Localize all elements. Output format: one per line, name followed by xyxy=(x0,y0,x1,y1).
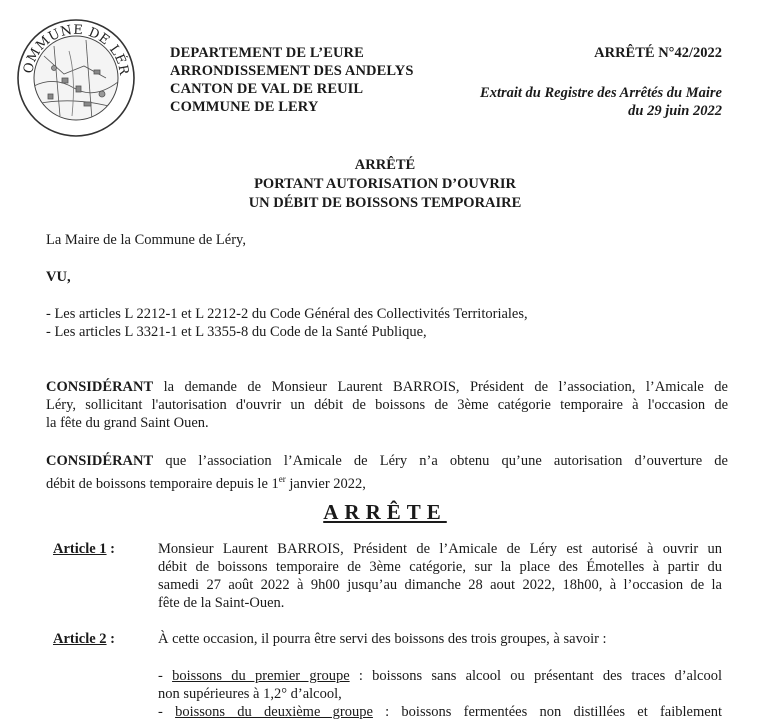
vu-item: - Les articles L 2212-1 et L 2212-2 du Code Général des Collectivités Territoriales, xyxy=(46,306,528,322)
vu-item: - Les articles L 3321-1 et L 3355-8 du Code de la Santé Publique, xyxy=(46,324,427,340)
title-line-2: PORTANT AUTORISATION D’OUVRIR xyxy=(254,176,516,192)
header-canton: CANTON DE VAL DE REUIL xyxy=(170,81,364,97)
group-term: boissons du deuxième groupe xyxy=(175,704,373,720)
document-title xyxy=(0,156,770,213)
header-commune: COMMUNE DE LERY xyxy=(170,99,319,115)
considerant-paragraph-1: CONSIDÉRANT la demande de Monsieur Laurent BARROIS, Président de l’association, l’Amicale de Léry, sollicitant l'autorisation d'ouvrir un débit de boissons de 3ème catégorie temporaire à l'occasion de la fête du grand Saint Ouen. xyxy=(46,379,728,431)
title-line-1: ARRÊTÉ xyxy=(354,157,416,173)
title-line-3: UN DÉBIT DE BOISSONS TEMPORAIRE xyxy=(248,195,522,211)
header-department: DEPARTEMENT DE L’EURE xyxy=(170,45,364,61)
group-term: boissons du premier groupe xyxy=(172,668,350,684)
register-extract xyxy=(440,84,722,120)
article-2-intro: À cette occasion, il pourra être servi des boissons des trois groupes, à savoir : xyxy=(158,631,607,647)
register-extract-date: du 29 juin 2022 xyxy=(628,103,722,119)
article-1-body: Monsieur Laurent BARROIS, Président de l’Amicale de Léry est autorisé à ouvrir un débit de boissons temporaire de 3ème catégorie, sur la place des Émotelles à partir du samedi 27 août 2022 à 9h00 jusqu’au dimanche 28 aout 2022, 18h00, à l’occasion de la fête de la Saint-Ouen. xyxy=(158,541,722,611)
header-arrondissement: ARRONDISSEMENT DES ANDELYS xyxy=(170,63,414,79)
considerant-keyword: CONSIDÉRANT xyxy=(46,379,154,395)
header-administrative-block xyxy=(170,44,414,116)
svg-text:COMMUNE DE LÉRY: OMMUNE DE LÉR xyxy=(21,22,132,77)
municipal-seal-icon xyxy=(14,16,138,140)
decree-reference: ARRÊTÉ N°42/2022 xyxy=(594,45,722,61)
register-extract-line1: Extrait du Registre des Arrêtés du Maire xyxy=(480,85,722,101)
article-1-label: Article 1 : xyxy=(53,541,116,557)
considerant-keyword: CONSIDÉRANT xyxy=(46,453,154,469)
article-2-group-2: - boissons du deuxième groupe : boissons fermentées non distillées et faiblement xyxy=(158,704,722,720)
article-2-label: Article 2 : xyxy=(53,631,116,647)
arrete-heading: ARRÊTE xyxy=(323,500,447,524)
considerant-paragraph-2: CONSIDÉRANT que l’association l’Amicale de Léry n’a obtenu qu’une autorisation d’ouverture de débit de boissons temporaire depuis le 1er janvier 2022, xyxy=(46,453,728,492)
vu-heading: VU, xyxy=(46,269,71,285)
article-2-group-1: - boissons du premier groupe : boissons sans alcool ou présentant des traces d’alcool non supérieures à 1,2° d’alcool, xyxy=(158,668,722,702)
mayor-intro: La Maire de la Commune de Léry, xyxy=(46,232,246,248)
